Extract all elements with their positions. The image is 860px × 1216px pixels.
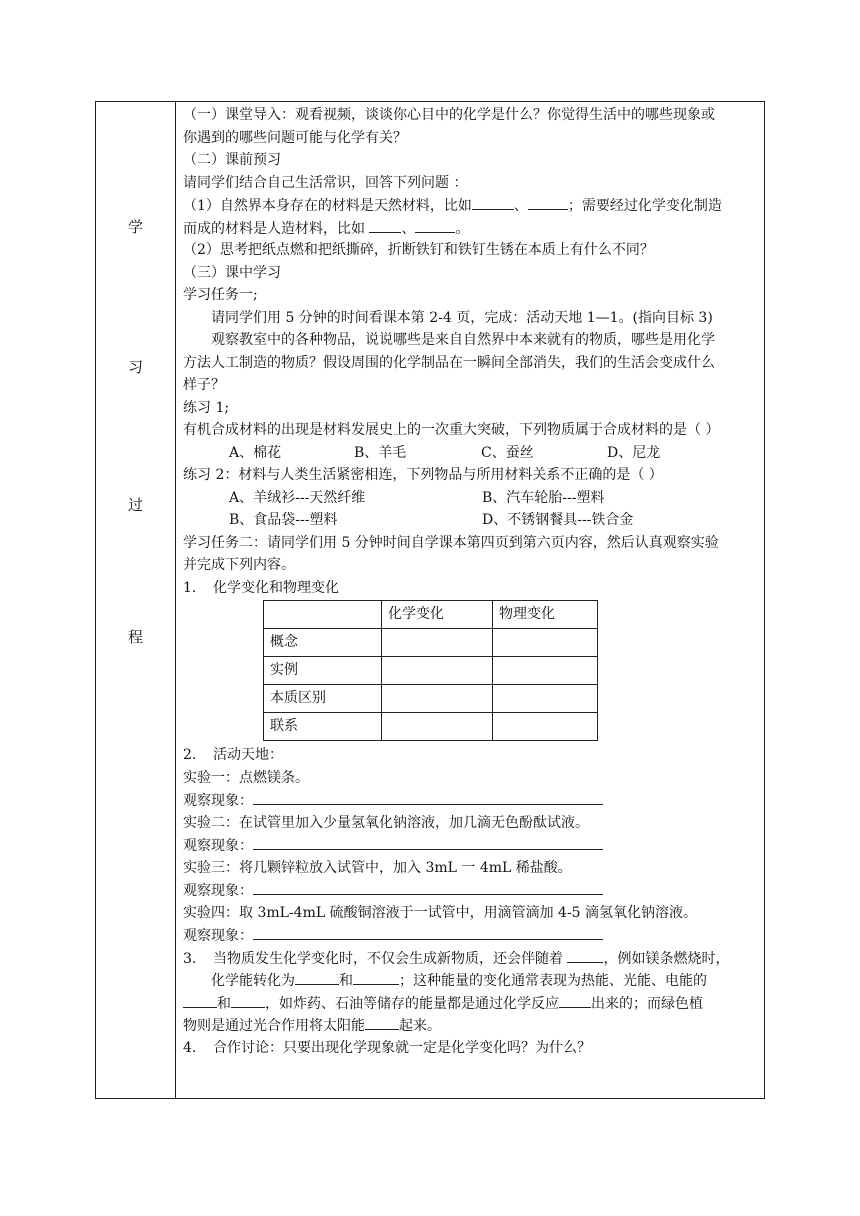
option-a: A、棉花 <box>229 444 282 461</box>
item-number: 4. <box>183 1039 197 1056</box>
exercise-1-heading: 练习 1; <box>183 399 230 416</box>
item-text: 和 <box>217 995 231 1012</box>
preview-instruction: 请同学们结合自己生活常识，回答下列问题 ： <box>183 174 468 191</box>
observation-blank[interactable] <box>253 879 603 895</box>
item-3-line-2 <box>183 969 761 992</box>
table-header-cell <box>264 601 382 629</box>
row-label: 联系 <box>264 713 382 741</box>
experiment-1: 实验一：点燃镁条。 <box>183 769 309 786</box>
question-2: （2）思考把纸点燃和把纸撕碎，折断铁钉和铁钉生锈在本质上有什么不同？ <box>183 242 654 258</box>
row-label: 实例 <box>264 657 382 685</box>
table-header-cell: 物理变化 <box>493 601 598 629</box>
item-text: ，例如镁条燃烧时， <box>603 950 730 967</box>
answer-blank[interactable] <box>369 217 401 233</box>
exercise-1-options <box>183 442 761 465</box>
column-divider <box>175 102 176 1098</box>
observation-label: 观察现象： <box>183 838 253 854</box>
answer-cell[interactable] <box>493 713 598 741</box>
item-text: 和 <box>339 973 353 989</box>
table-header-cell: 化学变化 <box>382 601 493 629</box>
answer-blank[interactable] <box>472 194 514 210</box>
learning-process-table <box>95 101 765 1099</box>
observation-blank[interactable] <box>253 789 603 805</box>
change-comparison-table <box>263 600 598 741</box>
experiment-3: 实验三：将几颗锌粒放入试管中，加入 3mL 一 4mL 稀盐酸。 <box>183 859 572 876</box>
task-2-line-2: 并完成下列内容。 <box>183 557 295 573</box>
option-b: B、羊毛 <box>354 444 407 461</box>
answer-blank[interactable] <box>559 992 591 1008</box>
answer-cell[interactable] <box>493 629 598 657</box>
answer-cell[interactable] <box>382 629 493 657</box>
task-1-heading: 学习任务一; <box>183 287 258 303</box>
table-row <box>264 685 598 713</box>
item-text: 物则是通过光合作用将太阳能 <box>183 1018 365 1034</box>
row-label: 概念 <box>264 629 382 657</box>
item-number: 2. <box>183 747 197 763</box>
table-row <box>264 629 598 657</box>
observation-blank[interactable] <box>253 924 603 940</box>
item-text: 合作讨论：只要出现化学现象就一定是化学变化吗？为什么？ <box>213 1039 591 1056</box>
answer-blank[interactable] <box>353 969 399 985</box>
exercise-2-options-row-2 <box>183 509 761 532</box>
intro-line-1: （一）课堂导入：观看视频，谈谈你心目中的化学是什么？你觉得生活中的哪些现象或 <box>183 107 715 123</box>
item-text: ；这种能量的变化通常表现为热能、光能、电能的 <box>399 973 707 989</box>
side-label-char-4: 程 <box>127 628 143 646</box>
observation-3 <box>183 879 761 902</box>
answer-blank[interactable] <box>295 969 339 985</box>
item-3-line-4 <box>183 1014 761 1037</box>
observation-label: 观察现象： <box>183 883 253 899</box>
answer-cell[interactable] <box>382 657 493 685</box>
item-text: 起来。 <box>399 1018 441 1034</box>
item-text: 出来的；而绿色植 <box>591 995 703 1012</box>
item-text: ，如炸药、石油等储存的能量都是通过化学反应 <box>265 995 559 1012</box>
section-preview-heading: （二）课前预习 <box>183 152 281 168</box>
answer-cell[interactable] <box>382 685 493 713</box>
item-number: 1. <box>183 579 197 596</box>
task-1-para-line-1: 观察教室中的各种物品，说说哪些是来自自然界中本来就有的物质，哪些是用化学 <box>211 332 715 348</box>
item-number: 3. <box>183 950 197 967</box>
observation-label: 观察现象： <box>183 793 253 809</box>
option-c: B、食品袋---塑料 <box>229 512 338 528</box>
observation-4 <box>183 924 761 947</box>
answer-cell[interactable] <box>382 713 493 741</box>
side-label-char-2: 习 <box>127 358 143 376</box>
answer-blank[interactable] <box>567 947 603 963</box>
question-1-line-2 <box>183 217 761 240</box>
q1-text-d: 而成的材料是人造材料，比如 <box>183 220 370 237</box>
lesson-content <box>183 104 761 1059</box>
option-d: D、尼龙 <box>607 444 661 461</box>
intro-line-2: 你遇到的哪些问题可能与化学有关？ <box>183 129 407 146</box>
table-header-row <box>264 601 598 629</box>
exercise-2-question: 练习 2：材料与人类生活紧密相连，下列物品与所用材料关系不正确的是（ ） <box>183 467 663 483</box>
exercise-2-options-row-1 <box>183 487 761 510</box>
answer-cell[interactable] <box>493 657 598 685</box>
observation-blank[interactable] <box>253 834 603 850</box>
answer-blank[interactable] <box>365 1014 399 1030</box>
exercise-1-question: 有机合成材料的出现是材料发展史上的一次重大突破，下列物质属于合成材料的是（ ） <box>183 422 720 438</box>
item-text: 活动天地： <box>213 747 283 763</box>
answer-blank[interactable] <box>528 194 568 210</box>
answer-blank[interactable] <box>183 992 217 1008</box>
experiment-4: 实验四：取 3mL-4mL 硫酸铜溶液于一试管中，用滴管滴加 4-5 滴氢氧化钠溶液。 <box>183 904 698 921</box>
task-1-instruction: 请同学们用 5 分钟的时间看课本第 2-4 页，完成：活动天地 1—1。(指向目标 3) <box>211 309 713 326</box>
q1-text-c: ；需要经过化学变化制造 <box>567 198 722 214</box>
task-2-line-1: 学习任务二：请同学们用 5 分钟时间自学课本第四页到第六页内容，然后认真观察实验 <box>183 534 719 551</box>
option-d: D、不锈钢餐具---铁合金 <box>482 512 634 528</box>
row-label: 本质区别 <box>264 685 382 713</box>
q1-text-e: 、 <box>401 220 416 237</box>
side-label-char-3: 过 <box>127 496 143 514</box>
task-1-para-line-3: 样子？ <box>183 377 225 393</box>
item-1 <box>183 577 761 600</box>
item-3 <box>183 947 761 970</box>
answer-cell[interactable] <box>493 685 598 713</box>
answer-blank[interactable] <box>231 992 265 1008</box>
observation-1 <box>183 789 761 812</box>
item-text: 化学能转化为 <box>211 973 295 989</box>
table-row <box>264 713 598 741</box>
option-c: C、蚕丝 <box>481 444 534 461</box>
item-3-line-3 <box>183 992 761 1015</box>
item-text: 当物质发生化学变化时，不仅会生成新物质，还会伴随着 <box>213 950 568 967</box>
question-1-line-1 <box>183 194 761 217</box>
q1-text-b: 、 <box>513 198 528 214</box>
experiment-2: 实验二：在试管里加入少量氢氧化钠溶液，加几滴无色酚酞试液。 <box>183 814 589 831</box>
side-label-char-1: 学 <box>127 218 143 236</box>
task-1-para-line-2: 方法人工制造的物质？假设周围的化学制品在一瞬间全部消失，我们的生活会变成什么 <box>183 354 715 371</box>
item-4 <box>183 1037 761 1060</box>
section-class-heading: （三）课中学习 <box>183 264 281 281</box>
observation-2 <box>183 834 761 857</box>
q1-text-a: （1）自然界本身存在的材料是天然材料，比如 <box>183 198 472 214</box>
q1-text-f: 。 <box>455 220 470 237</box>
item-text: 化学变化和物理变化 <box>213 579 339 596</box>
table-row <box>264 657 598 685</box>
item-2 <box>183 744 761 767</box>
option-a: A、羊绒衫---天然纤维 <box>229 489 366 506</box>
answer-blank[interactable] <box>415 217 455 233</box>
observation-label: 观察现象： <box>183 928 253 944</box>
option-b: B、汽车轮胎---塑料 <box>482 489 605 506</box>
